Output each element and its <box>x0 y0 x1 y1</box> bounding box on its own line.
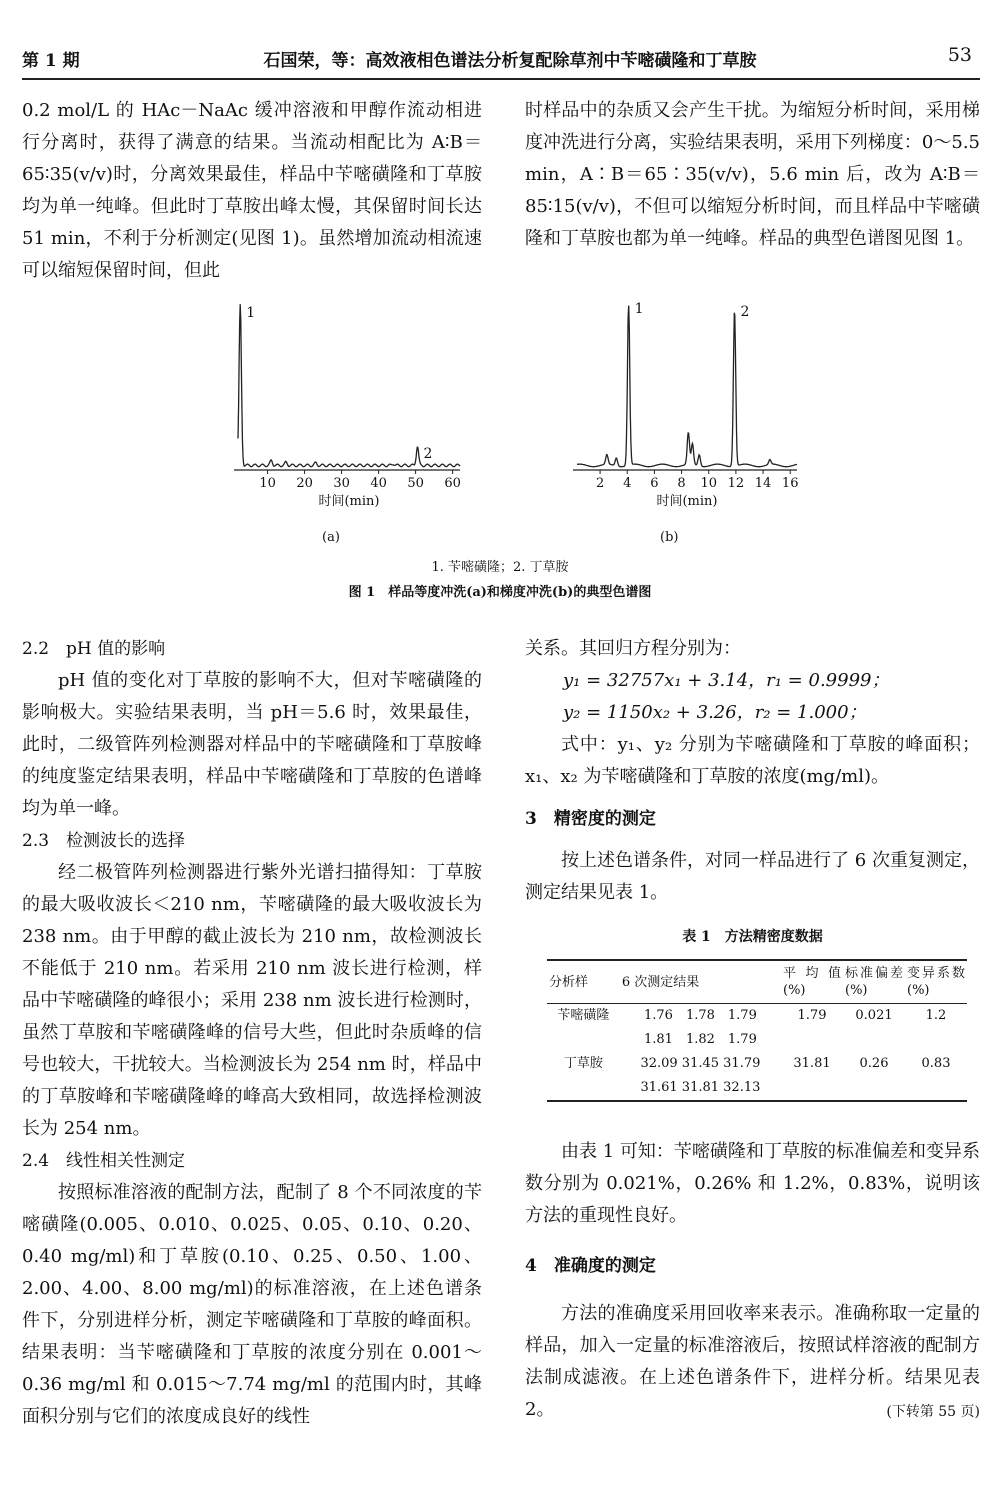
section-2-4-title: 2.4 线性相关性测定 <box>22 1151 186 1171</box>
section-2-3-body: 经二极管阵列检测器进行紫外光谱扫描得知：丁草胺的最大吸收波长＜210 nm，苄嘧磺隆的最大吸收波长为 238 nm。由于甲醇的截止波长为 210 nm，故检测波长不能低于 210 nm。若采用 210 nm 波长进行检测，样品中苄嘧磺隆的峰很小；采用 238 nm 波长进行检测时，虽然丁草胺和苄嘧磺隆峰的信号大些，但此时杂质峰的信号也较大，干扰较大。当检测波长为 254 nm 时，样品中的丁草胺峰和苄嘧磺隆峰的峰高大致相同，故选择检测波长为 254 nm。 <box>22 862 482 1139</box>
table-cell <box>843 1076 905 1101</box>
section-3-title: 3 精密度的测定 <box>525 809 656 829</box>
peak-label: 1 <box>634 301 644 317</box>
peak-label: 1 <box>246 305 256 321</box>
table-cell: 丁草胺 <box>563 1056 603 1071</box>
panel-a-label: (a) <box>322 530 340 545</box>
continued-paragraph: 0.2 mol/L 的 HAc－NaAc 缓冲溶液和甲醇作流动相进行分离时，获得了满意的结果。当流动相配比为 A∶B＝65∶35(v/v)时，分离效果最佳，样品中苄嘧磺隆和丁草胺均为单一纯峰。但此时丁草胺出峰太慢，其保留时间长达 51 min，不利于分析测定(见图 1)。虽然增加流动相流速可以缩短保留时间，但此 <box>22 100 482 281</box>
peak-label: 2 <box>740 304 750 321</box>
section-2-2-title: 2.2 pH 值的影响 <box>22 639 166 659</box>
precision-table <box>547 959 967 1102</box>
right-column <box>525 633 980 1428</box>
table-cell: 1.2 <box>925 1008 947 1023</box>
page-number: 53 <box>947 44 972 66</box>
table-cell <box>547 1028 620 1052</box>
x-tick-label: 40 <box>370 476 387 491</box>
running-title: 石国荣，等：高效液相色谱法分析复配除草剂中苄嘧磺隆和丁草胺 <box>263 51 757 71</box>
table-cell: 31.81 <box>793 1056 831 1071</box>
x-tick-label: 50 <box>407 476 424 491</box>
continued-note: (下转第 55 页) <box>886 1404 980 1420</box>
gradient-paragraph: 时样品中的杂质又会产生干扰。为缩短分析时间，采用梯度冲洗进行分离，实验结果表明，采用下列梯度：0～5.5 min，A∶B＝65∶35(v/v)，5.6 min 后，改为 A∶B＝85∶15(v/v)，不但可以缩短分析时间，而且样品中苄嘧磺隆和丁草胺也都为单一纯峰。样品的典型色谱图见图 1。 <box>525 100 980 249</box>
x-axis-label: 时间(min) <box>656 494 718 509</box>
table-cell: 0.83 <box>921 1056 951 1071</box>
table-1-title: 表 1 方法精密度数据 <box>682 929 823 945</box>
equation-2: y₂ = 1150x₂ + 3.26，r₂ = 1.000； <box>563 702 867 723</box>
panel-b-label: (b) <box>660 530 679 545</box>
table-header: 标准偏差(%) <box>843 960 905 1004</box>
x-tick-label: 20 <box>296 476 313 491</box>
equation-note: 式中：y₁、y₂ 分别为苄嘧磺隆和丁草胺的峰面积；x₁、x₂ 为苄嘧磺隆和丁草胺的浓度(mg/ml)。 <box>525 734 980 787</box>
header-rule <box>22 78 980 80</box>
table-cell <box>547 1076 620 1101</box>
figure-legend: 1. 苄嘧磺隆；2. 丁草胺 <box>431 560 569 575</box>
table-cell <box>905 1076 967 1101</box>
chromatogram-a <box>220 292 480 522</box>
table-cell: 1.76 1.78 1.79 <box>644 1008 757 1023</box>
table-cell <box>843 1028 905 1052</box>
section-2-3-title: 2.3 检测波长的选择 <box>22 831 186 851</box>
x-tick-label: 30 <box>333 476 350 491</box>
x-tick-label: 12 <box>727 476 745 491</box>
chromatogram-trace <box>577 306 797 467</box>
table-header: 平均值(%) <box>781 960 843 1004</box>
figure-caption: 图 1 样品等度冲洗(a)和梯度冲洗(b)的典型色谱图 <box>348 585 652 600</box>
x-tick-label: 60 <box>444 476 461 491</box>
table-cell <box>905 1028 967 1052</box>
table-cell: 1.79 <box>797 1008 827 1023</box>
table-header: 6 次测定结果 <box>620 960 781 1004</box>
table-row <box>547 1076 967 1101</box>
x-axis-label: 时间(min) <box>318 494 380 509</box>
x-tick-label: 10 <box>259 476 276 491</box>
section-4-body: 方法的准确度采用回收率来表示。准确称取一定量的样品，加入一定量的标准溶液后，按照试样溶液的配制方法制成滤液。在上述色谱条件下，进样分析。结果见表 2。 <box>525 1303 980 1420</box>
left-column <box>22 633 482 1433</box>
x-tick-label: 14 <box>754 476 772 491</box>
table-cell: 0.021 <box>855 1008 893 1023</box>
table-row <box>547 1004 967 1029</box>
journal-issue: 第 1 期 <box>22 51 80 71</box>
x-tick-label: 10 <box>700 476 718 491</box>
section-2-4-body: 按照标准溶液的配制方法，配制了 8 个不同浓度的苄嘧磺隆(0.005、0.010、0.025、0.05、0.10、0.20、0.40 mg/ml)和丁草胺(0.10、0.25、0.50、1.00、2.00、4.00、8.00 mg/ml)的标准溶液，在上述色谱条件下，分别进样分析，测定苄嘧磺隆和丁草胺的峰面积。结果表明：当苄嘧磺隆和丁草胺的浓度分别在 0.001～0.36 mg/ml 和 0.015～7.74 mg/ml 的范围内时，其峰面积分别与它们的浓度成良好的线性 <box>22 1182 482 1427</box>
table-cell <box>781 1076 843 1101</box>
section-2-2-body: pH 值的变化对丁草胺的影响不大，但对苄嘧磺隆的影响极大。实验结果表明，当 pH＝5.6 时，效果最佳，此时，二级管阵列检测器对样品中的苄嘧磺隆和丁草胺峰的纯度鉴定结果表明，样品中苄嘧磺隆和丁草胺的色谱峰均为单一峰。 <box>22 670 482 819</box>
table-row <box>547 1028 967 1052</box>
table-row <box>547 1052 967 1076</box>
top-left-paragraph <box>22 95 482 287</box>
section-3-body: 按上述色谱条件，对同一样品进行了 6 次重复测定，测定结果见表 1。 <box>525 850 980 903</box>
x-tick-label: 2 <box>595 476 605 491</box>
table-cell: 苄嘧磺隆 <box>557 1008 610 1023</box>
table-header: 分析样 <box>547 960 620 1004</box>
table-cell: 0.26 <box>859 1056 889 1071</box>
x-tick-label: 6 <box>650 476 659 491</box>
table-header-row <box>547 960 967 1004</box>
x-tick-label: 4 <box>623 476 632 491</box>
regression-intro: 关系。其回归方程分别为： <box>525 638 741 659</box>
top-right-paragraph <box>525 95 980 255</box>
x-tick-label: 16 <box>781 476 799 491</box>
section-4-title: 4 准确度的测定 <box>525 1256 656 1276</box>
equation-1: y₁ = 32757x₁ + 3.14，r₁ = 0.9999； <box>563 670 890 691</box>
chromatogram-b <box>565 285 815 523</box>
table-discussion: 由表 1 可知：苄嘧磺隆和丁草胺的标准偏差和变异系数分别为 0.021%，0.26% 和 1.2%，0.83%，说明该方法的重现性良好。 <box>525 1141 980 1226</box>
table-cell: 32.09 31.45 31.79 <box>640 1056 761 1071</box>
peak-label: 2 <box>423 445 433 462</box>
table-header: 变异系数(%) <box>905 960 967 1004</box>
chromatogram-trace <box>238 304 460 467</box>
x-tick-label: 8 <box>677 476 686 491</box>
table-cell <box>781 1028 843 1052</box>
table-cell: 31.61 31.81 32.13 <box>620 1076 781 1101</box>
table-cell: 1.81 1.82 1.79 <box>644 1032 757 1047</box>
